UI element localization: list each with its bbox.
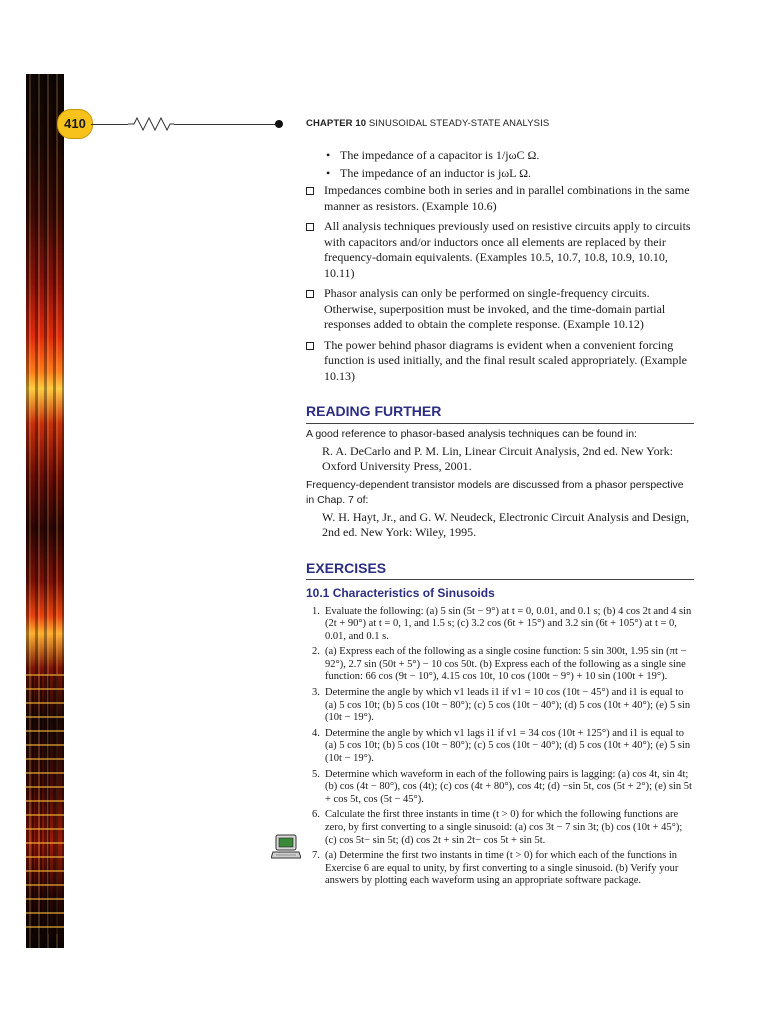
exercise-list — [306, 606, 694, 888]
exercise-number: 7. — [312, 850, 320, 862]
exercise-item — [306, 809, 694, 847]
checkbox-bullet-icon — [306, 290, 314, 298]
checkbox-bullet-icon — [306, 342, 314, 350]
summary-text: The power behind phasor diagrams is evident when a convenient forcing function is used initially, and the final result scaled appropriately. (Example 10.13) — [324, 337, 687, 383]
exercise-item — [306, 850, 694, 888]
exercise-number: 2. — [312, 646, 320, 658]
reading-intro-2: Frequency-dependent transistor models are discussed from a phasor perspective in Chap. 7 of: — [306, 478, 684, 506]
exercises-heading: EXERCISES — [306, 561, 694, 581]
exercise-item — [306, 606, 694, 644]
header-dot — [275, 120, 283, 128]
exercise-number: 4. — [312, 727, 320, 739]
checkbox-bullet-icon — [306, 187, 314, 195]
page-number-badge: 410 — [57, 109, 93, 139]
summary-item — [306, 219, 694, 281]
summary-text: Impedances combine both in series and in parallel combinations in the same manner as resistors. (Example 10.6) — [324, 183, 690, 213]
header-rule-left — [91, 124, 128, 125]
reading-further-heading: READING FURTHER — [306, 404, 694, 424]
exercise-item — [306, 687, 694, 725]
page-content — [306, 148, 694, 891]
exercise-text: Evaluate the following: (a) 5 sin (5t − 9°) at t = 0, 0.01, and 0.1 s; (b) 4 cos 2t and 4 sin (2t + 90°) at t = 0, 1, and 1.5 s; (c) 3.2 cos (6t + 15°) and 3.2 sin (6t + 105°) at t = 0, 0.01, and 0.1 s. — [325, 605, 692, 642]
exercise-item — [306, 728, 694, 766]
summary-item — [306, 286, 694, 333]
summary-text: Phasor analysis can only be performed on single-frequency circuits. Otherwise, superposition must be invoked, and the time-domain partial responses added to obtain the complete response. (Example 10.12) — [324, 286, 666, 331]
exercise-number: 3. — [312, 687, 320, 699]
reference-2: W. H. Hayt, Jr., and G. W. Neudeck, Electronic Circuit Analysis and Design, 2nd ed. New York: Wiley, 1995. — [322, 509, 690, 539]
checkbox-bullet-icon — [306, 223, 314, 231]
side-decorative-photo — [26, 74, 64, 948]
exercise-text: (a) Determine the first two instants in time (t > 0) for which each of the functions in Exercise 6 are equal to unity, by first converting to a single sinusoid. (b) Verify your answers by plotting each waveform using an appropriate software package. — [325, 850, 679, 887]
exercise-text: Determine the angle by which v1 leads i1 if v1 = 10 cos (10t − 45°) and i1 is equal to (a) 5 cos 10t; (b) 5 cos (10t − 80°); (c) 5 cos (10t − 40°); (d) 5 cos (10t + 40°); (e) 5 sin (10t − 19°). — [325, 687, 691, 724]
chapter-title: SINUSOIDAL STEADY-STATE ANALYSIS — [368, 118, 550, 129]
exercise-number: 1. — [312, 605, 320, 617]
summary-item — [306, 183, 694, 214]
chapter-label: CHAPTER 10 — [306, 118, 367, 129]
sub-bullet-inductor: • The impedance of an inductor is jωL Ω. — [306, 166, 694, 182]
exercise-text: Determine the angle by which v1 lags i1 if v1 = 34 cos (10t + 125°) and i1 is equal to (a) 5 cos 10t; (b) 5 cos (10t − 80°); (c) 5 cos (10t − 40°); (d) 5 cos (10t + 40°); (e) 5 sin (10t − 19°). — [325, 727, 691, 765]
exercise-text: (a) Express each of the following as a single cosine function: 5 sin 300t, 1.95 sin (πt − 92°), 2.7 sin (50t + 5°) − 10 cos 50t. (b) Express each of the following as a single sine function: 66 cos (9t − 10°), 4.15 cos 10t, 10 cos (100t − 9°) + 10 sin (100t + 19°). — [325, 646, 687, 683]
running-header — [306, 118, 549, 129]
resistor-icon — [128, 116, 174, 132]
header-rule-right — [174, 124, 278, 125]
exercise-number: 5. — [312, 768, 320, 780]
exercise-number: 6. — [312, 809, 320, 821]
computer-icon — [271, 834, 301, 860]
exercise-item — [306, 769, 694, 807]
reading-intro-1: A good reference to phasor-based analysis techniques can be found in: — [306, 427, 637, 440]
exercise-section-heading: 10.1 Characteristics of Sinusoids — [306, 586, 495, 600]
exercise-text: Calculate the first three instants in time (t > 0) for which the following functions are zero, by first converting to a single sinusoid: (a) cos 3t − 7 sin 3t; (b) cos (10t + 45°); (c) cos 5t− sin 5t; (d) cos 2t + sin 2t− cos 5t + sin 5t. — [325, 809, 683, 846]
reference-1: R. A. DeCarlo and P. M. Lin, Linear Circuit Analysis, 2nd ed. New York: Oxford University Press, 2001. — [322, 443, 673, 473]
exercise-item — [306, 646, 694, 684]
sub-bullet-capacitor: • The impedance of a capacitor is 1/jωC Ω. — [306, 148, 694, 164]
summary-text: All analysis techniques previously used on resistive circuits apply to circuits with capacitors and/or inductors once all elements are replaced by their frequency-domain equivalents. (Examples 10.5, 10.7, 10.8, 10.9, 10.10, 10.11) — [324, 219, 691, 280]
exercise-text: Determine which waveform in each of the following pairs is lagging: (a) cos 4t, sin 4t; (b) cos (4t − 80°), cos (4t); (c) cos (4t + 80°), cos 4t; (d) −sin 5t, cos (5t + 2°); (e) sin 5t + cos 5t, cos (5t − 45°). — [325, 768, 692, 805]
summary-item — [306, 338, 694, 385]
